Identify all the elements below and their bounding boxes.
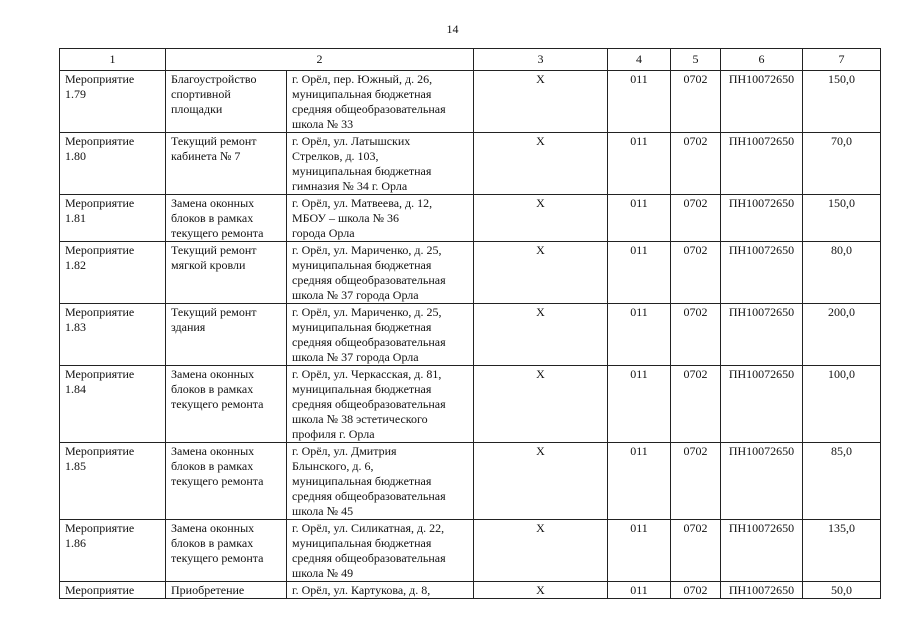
measure-name: Мероприятие 1.83 — [60, 304, 166, 366]
measure-name: Мероприятие 1.85 — [60, 443, 166, 520]
column-3-value: X — [474, 520, 608, 582]
address: г. Орёл, ул. Латышских Стрелков, д. 103, муниципальная бюджетная гимназия № 34 г. Орла — [287, 133, 474, 195]
column-header-6: 6 — [721, 49, 803, 71]
column-4-value: 011 — [608, 133, 671, 195]
work-description: Замена оконных блоков в рамках текущего ремонта — [166, 366, 287, 443]
amount-value: 135,0 — [803, 520, 881, 582]
work-description: Замена оконных блоков в рамках текущего ремонта — [166, 443, 287, 520]
column-3-value: X — [474, 304, 608, 366]
column-3-value: X — [474, 443, 608, 520]
measure-name: Мероприятие 1.79 — [60, 71, 166, 133]
column-3-value: X — [474, 366, 608, 443]
address: г. Орёл, пер. Южный, д. 26, муниципальная бюджетная средняя общеобразовательная школа № 33 — [287, 71, 474, 133]
column-5-value: 0702 — [671, 582, 721, 599]
column-6-value: ПН10072650 — [721, 443, 803, 520]
address: г. Орёл, ул. Черкасская, д. 81, муниципальная бюджетная средняя общеобразовательная школа № 38 эстетического профиля г. Орла — [287, 366, 474, 443]
column-6-value: ПН10072650 — [721, 366, 803, 443]
amount-value: 150,0 — [803, 195, 881, 242]
column-4-value: 011 — [608, 242, 671, 304]
column-header-5: 5 — [671, 49, 721, 71]
column-6-value: ПН10072650 — [721, 304, 803, 366]
table-row — [60, 133, 881, 195]
measure-name: Мероприятие 1.86 — [60, 520, 166, 582]
column-6-value: ПН10072650 — [721, 582, 803, 599]
column-3-value: X — [474, 582, 608, 599]
amount-value: 100,0 — [803, 366, 881, 443]
column-4-value: 011 — [608, 195, 671, 242]
amount-value: 50,0 — [803, 582, 881, 599]
work-description: Благоустройство спортивной площадки — [166, 71, 287, 133]
column-5-value: 0702 — [671, 304, 721, 366]
address: г. Орёл, ул. Дмитрия Блынского, д. 6, муниципальная бюджетная средняя общеобразовательная школа № 45 — [287, 443, 474, 520]
table-row — [60, 366, 881, 443]
column-header-7: 7 — [803, 49, 881, 71]
amount-value: 80,0 — [803, 242, 881, 304]
measure-name: Мероприятие 1.82 — [60, 242, 166, 304]
column-4-value: 011 — [608, 71, 671, 133]
column-4-value: 011 — [608, 520, 671, 582]
table-row — [60, 71, 881, 133]
table-row — [60, 304, 881, 366]
measure-name: Мероприятие 1.84 — [60, 366, 166, 443]
amount-value: 70,0 — [803, 133, 881, 195]
table-row — [60, 195, 881, 242]
amount-value: 85,0 — [803, 443, 881, 520]
column-5-value: 0702 — [671, 71, 721, 133]
column-6-value: ПН10072650 — [721, 242, 803, 304]
column-3-value: X — [474, 71, 608, 133]
column-4-value: 011 — [608, 366, 671, 443]
column-header-4: 4 — [608, 49, 671, 71]
column-6-value: ПН10072650 — [721, 195, 803, 242]
column-5-value: 0702 — [671, 443, 721, 520]
header-row — [60, 49, 881, 71]
address: г. Орёл, ул. Силикатная, д. 22, муниципальная бюджетная средняя общеобразовательная школа № 49 — [287, 520, 474, 582]
column-5-value: 0702 — [671, 133, 721, 195]
work-description: Замена оконных блоков в рамках текущего ремонта — [166, 195, 287, 242]
work-description: Текущий ремонт мягкой кровли — [166, 242, 287, 304]
column-4-value: 011 — [608, 304, 671, 366]
column-5-value: 0702 — [671, 366, 721, 443]
column-header-2: 2 — [166, 49, 474, 71]
column-3-value: X — [474, 242, 608, 304]
amount-value: 200,0 — [803, 304, 881, 366]
work-description: Замена оконных блоков в рамках текущего ремонта — [166, 520, 287, 582]
column-header-3: 3 — [474, 49, 608, 71]
address: г. Орёл, ул. Матвеева, д. 12, МБОУ – школа № 36 города Орла — [287, 195, 474, 242]
table-row — [60, 582, 881, 599]
column-4-value: 011 — [608, 443, 671, 520]
column-5-value: 0702 — [671, 195, 721, 242]
column-header-1: 1 — [60, 49, 166, 71]
column-5-value: 0702 — [671, 242, 721, 304]
page-number: 14 — [446, 22, 459, 36]
column-3-value: X — [474, 195, 608, 242]
address: г. Орёл, ул. Картукова, д. 8, — [287, 582, 474, 599]
measure-name: Мероприятие — [60, 582, 166, 599]
column-6-value: ПН10072650 — [721, 71, 803, 133]
address: г. Орёл, ул. Мариченко, д. 25, муниципальная бюджетная средняя общеобразовательная школа № 37 города Орла — [287, 242, 474, 304]
table-row — [60, 520, 881, 582]
work-description: Текущий ремонт здания — [166, 304, 287, 366]
column-3-value: X — [474, 133, 608, 195]
work-description: Текущий ремонт кабинета № 7 — [166, 133, 287, 195]
column-6-value: ПН10072650 — [721, 133, 803, 195]
budget-table — [59, 48, 881, 599]
measure-name: Мероприятие 1.81 — [60, 195, 166, 242]
table-row — [60, 242, 881, 304]
column-4-value: 011 — [608, 582, 671, 599]
amount-value: 150,0 — [803, 71, 881, 133]
column-5-value: 0702 — [671, 520, 721, 582]
measure-name: Мероприятие 1.80 — [60, 133, 166, 195]
address: г. Орёл, ул. Мариченко, д. 25, муниципальная бюджетная средняя общеобразовательная школа № 37 города Орла — [287, 304, 474, 366]
table-row — [60, 443, 881, 520]
column-6-value: ПН10072650 — [721, 520, 803, 582]
work-description: Приобретение — [166, 582, 287, 599]
